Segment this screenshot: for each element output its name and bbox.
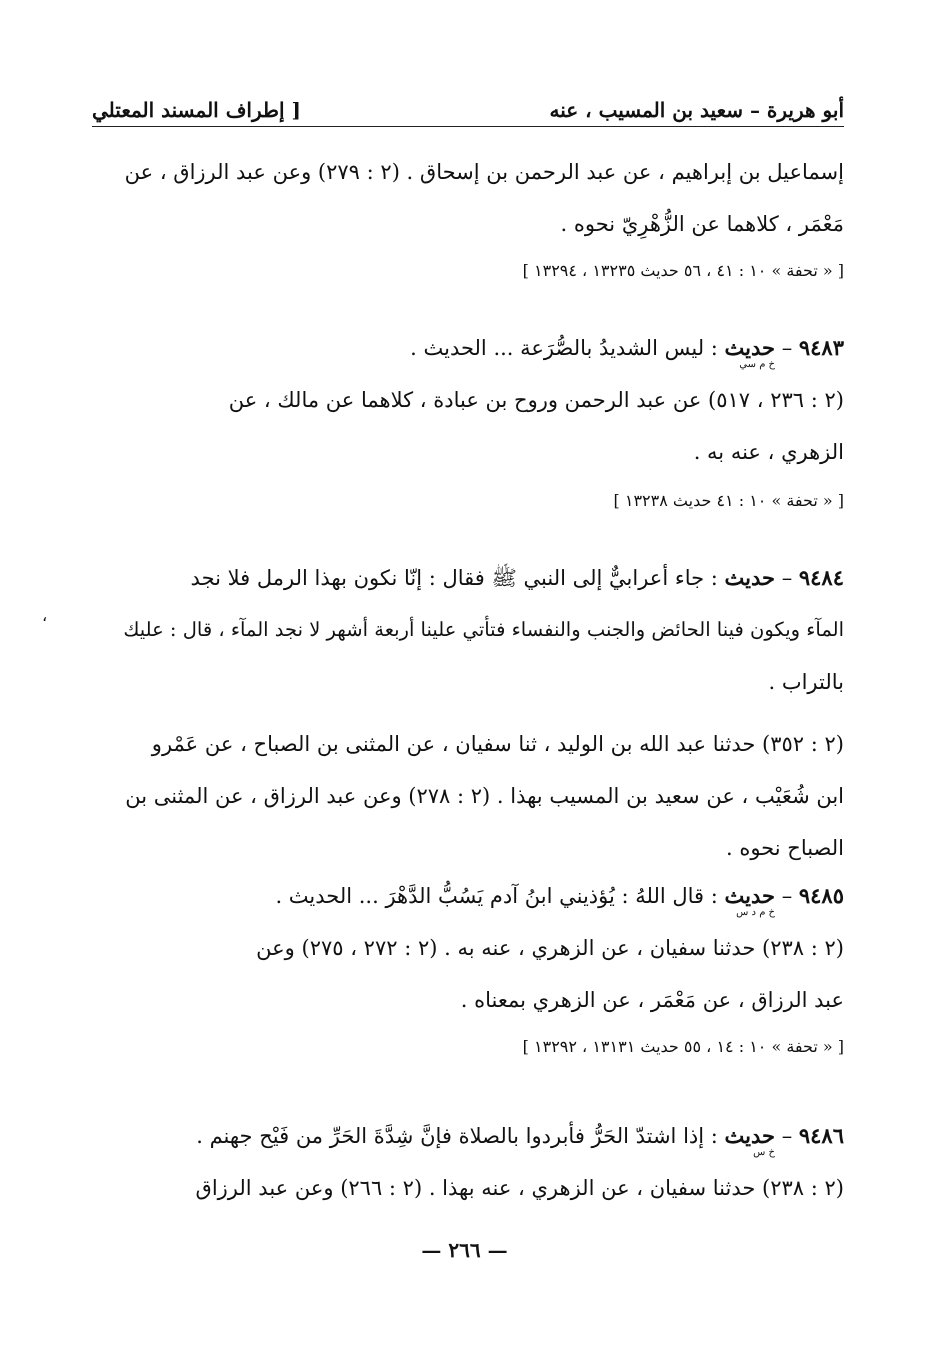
text-line: الزهري ، عنه به . — [693, 440, 844, 464]
hadith-heading: ٩٤٨٣ – حديث خ م سي : ليس الشديدُ بالصُّرَعة ... الحديث . — [410, 335, 844, 370]
hadith-number: ٩٤٨٣ — [798, 335, 844, 360]
hadith-entry-9485 — [92, 870, 844, 1062]
hadith-heading: ٩٤٨٥ – حديث خ م د س : قال اللهُ : يُؤذيني ابنُ آدم يَسُبُّ الدَّهْرَ ... الحديث . — [275, 883, 844, 918]
source-sigla: خ م سي — [739, 359, 776, 370]
source-sigla: خ م د س — [736, 907, 776, 918]
hadith-entry-9484 — [92, 552, 844, 874]
hadith-entry-9486 — [92, 1110, 844, 1214]
text-line: (٢ : ٢٣٦ ، ٥١٧) عن عبد الرحمن وروح بن عبادة ، كلاهما عن مالك ، عن — [228, 388, 844, 412]
entry-continuation — [92, 146, 844, 286]
text-line: ابن شُعَيْب ، عن سعيد بن المسيب بهذا . (٢ : ٢٧٨) وعن عبد الرزاق ، عن المثنى بن — [125, 784, 844, 808]
text-line: الصباح نحوه . — [725, 836, 844, 860]
tuhfa-reference: [ « تحفة » ١٠ : ٤١ ، ٥٦ حديث ١٣٢٣٥ ، ١٣٢٩٤ ] — [522, 261, 844, 280]
header-title-left: [ إطراف المسند المعتلي — [92, 98, 301, 122]
hadith-number: ٩٤٨٦ — [798, 1123, 844, 1148]
text-line: المآء ويكون فينا الحائض والجنب والنفساء فتأتي علينا أربعة أشهر لا نجد المآء ، قال : عليك — [123, 618, 844, 641]
tuhfa-reference: [ « تحفة » ١٠ : ٤١ حديث ١٣٢٣٨ ] — [613, 491, 844, 510]
margin-mark: ، — [42, 606, 48, 625]
text-line: (٢ : ٣٥٢) حدثنا عبد الله بن الوليد ، ثنا سفيان ، عن المثنى بن الصباح ، عن عَمْرو — [151, 732, 844, 756]
hadith-entry-9483 — [92, 322, 844, 516]
hadith-heading: ٩٤٨٤ – حديث : جاء أعرابيٌّ إلى النبي ﷺ فقال : إنّا نكون بهذا الرمل فلا نجد — [190, 565, 844, 590]
hadith-label: حديث خ م د س — [724, 883, 776, 918]
hadith-label: حديث خ م سي — [724, 335, 776, 370]
text-line: عبد الرزاق ، عن مَعْمَر ، عن الزهري بمعناه . — [460, 988, 844, 1012]
hadith-text: : قال اللهُ : يُؤذيني ابنُ آدم يَسُبُّ الدَّهْرَ ... الحديث . — [275, 884, 718, 908]
page-number: — ٢٦٦ — — [421, 1238, 508, 1262]
hadith-number: ٩٤٨٤ — [798, 565, 844, 590]
tuhfa-reference: [ « تحفة » ١٠ : ١٤ ، ٥٥ حديث ١٣١٣١ ، ١٣٢٩٢ ] — [522, 1037, 844, 1056]
hadith-text: : جاء أعرابيٌّ إلى النبي ﷺ فقال : إنّا نكون بهذا الرمل فلا نجد — [190, 566, 718, 590]
hadith-number: ٩٤٨٥ — [798, 883, 844, 908]
hadith-label: حديث خ س — [724, 1123, 776, 1158]
hadith-label: حديث — [724, 565, 776, 590]
text-line: مَعْمَر ، كلاهما عن الزُّهْرِيّ نحوه . — [560, 212, 844, 236]
running-header — [92, 88, 844, 127]
text-line: بالتراب . — [768, 670, 844, 694]
text-line: إسماعيل بن إبراهيم ، عن عبد الرحمن بن إسحاق . (٢ : ٢٧٩) وعن عبد الرزاق ، عن — [124, 160, 844, 184]
source-sigla: خ س — [753, 1147, 776, 1158]
hadith-heading: ٩٤٨٦ – حديث خ س : إذا اشتدّ الحَرُّ فأبردوا بالصلاة فإنَّ شِدَّةَ الحَرِّ من فَيْح جهنم . — [196, 1123, 844, 1158]
header-title-right: أبو هريرة – سعيد بن المسيب ، عنه — [549, 98, 844, 122]
text-line: (٢ : ٢٣٨) حدثنا سفيان ، عن الزهري ، عنه به . (٢ : ٢٧٢ ، ٢٧٥) وعن — [256, 936, 844, 960]
text-line: (٢ : ٢٣٨) حدثنا سفيان ، عن الزهري ، عنه بهذا . (٢ : ٢٦٦) وعن عبد الرزاق — [195, 1176, 844, 1200]
hadith-text: : ليس الشديدُ بالصُّرَعة ... الحديث . — [410, 336, 718, 360]
hadith-text: : إذا اشتدّ الحَرُّ فأبردوا بالصلاة فإنَّ شِدَّةَ الحَرِّ من فَيْح جهنم . — [196, 1124, 718, 1148]
